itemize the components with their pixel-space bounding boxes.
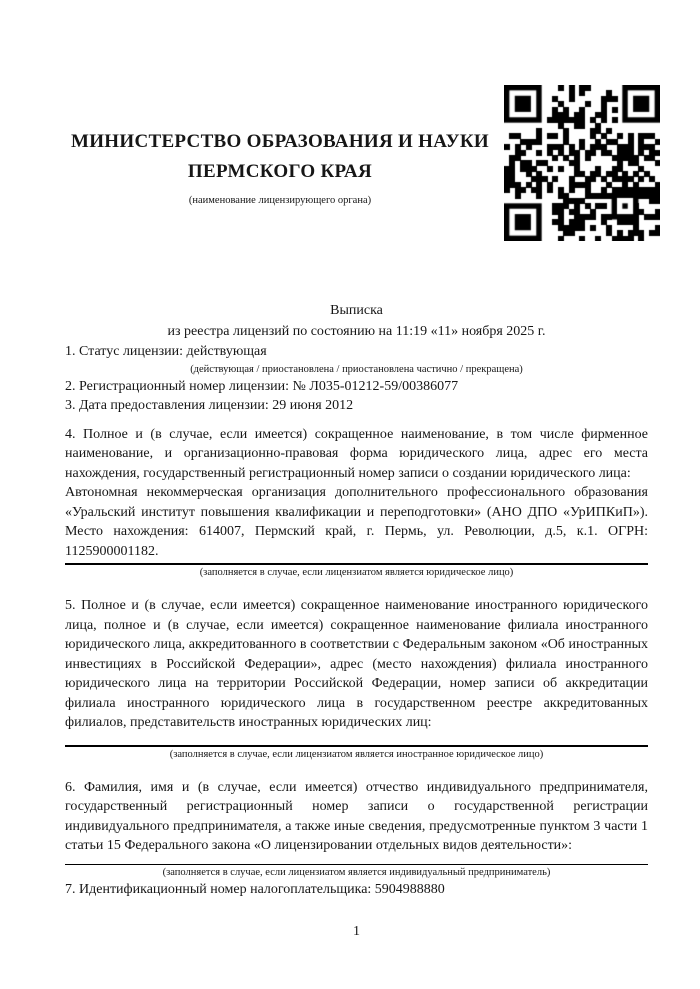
fill-line-entrepreneur xyxy=(65,864,648,865)
licensing-authority-caption: (наименование лицензирующего органа) xyxy=(188,195,372,206)
entrepreneur-description: 6. Фамилия, имя и (в случае, если имеется) отчество индивидуального предпринимателя, государственный регистрационный номер записи о государственной регистрации индивидуального предпринимателя, а также иные сведения, предусмотренные пунктом 3 части 1 статьи 15 Федерального закона «О лицензировании отдельных видов деятельности»: xyxy=(65,779,648,853)
section-foreign-entity xyxy=(65,596,648,762)
item-registration-number: 2. Регистрационный номер лицензии: № Л035-01212-59/00386077 xyxy=(65,378,459,394)
document-title-line2: из реестра лицензий по состоянию на 11:19 «11» ноября 2025 г. xyxy=(167,324,546,339)
qr-code-icon xyxy=(504,85,660,241)
document-title-line1: Выписка xyxy=(330,303,383,318)
licensing-authority-block xyxy=(65,127,495,207)
fill-line-foreign-entity xyxy=(65,745,648,747)
fill-line-legal-entity xyxy=(65,563,648,565)
page-number: 1 xyxy=(353,924,360,939)
entrepreneur-caption: (заполняется в случае, если лицензиатом является индивидуальный предприниматель) xyxy=(162,866,551,878)
foreign-entity-caption: (заполняется в случае, если лицензиатом является иностранное юридическое лицо) xyxy=(169,748,544,760)
ministry-name-line1: МИНИСТЕРСТВО ОБРАЗОВАНИЯ И НАУКИ xyxy=(70,131,490,152)
legal-entity-description: 4. Полное и (в случае, если имеется) сокращенное наименование, в том числе фирменное наименование, и организационно-правовая форма юридического лица, адрес его места нахождения, государственный регистрационный номер записи о создании юридического лица: xyxy=(65,426,648,481)
foreign-entity-description: 5. Полное и (в случае, если имеется) сокращенное наименование иностранного юридического лица, полное и (в случае, если имеется) сокращенное наименование филиала иностранного юридического лица, аккредитованного в соответствии с Федеральным законом «Об иностранных инвестициях в Российской Федерации», адрес (место нахождения) филиала иностранного юридического лица на территории Российской Федерации, номер записи об аккредитации филиала иностранного юридического лица в государственном реестре аккредитованных филиалов, представительств иностранных юридических лиц: xyxy=(65,598,648,730)
legal-entity-value: Автономная некоммерческая организация дополнительного профессионального образования «Уральский институт повышения квалификации и переподготовки» (АНО ДПО «УрИПКиП»). Место нахождения: 614007, Пермский край, г. Пермь, ул. Революции, д.5, к.1. ОГРН: 1125900001182. xyxy=(65,485,648,559)
ministry-name-line2: ПЕРМСКОГО КРАЯ xyxy=(187,161,373,182)
document-body xyxy=(65,300,648,899)
item-taxpayer-number: 7. Идентификационный номер налогоплательщика: 5904988880 xyxy=(65,881,445,897)
document-title xyxy=(65,300,648,342)
item-license-status-caption: (действующая / приостановлена / приостановлена частично / прекращена) xyxy=(190,363,523,375)
section-individual-entrepreneur xyxy=(65,778,648,880)
section-legal-entity xyxy=(65,425,648,581)
legal-entity-caption: (заполняется в случае, если лицензиатом является юридическое лицо) xyxy=(199,567,514,578)
item-license-status: 1. Статус лицензии: действующая xyxy=(65,344,267,359)
item-grant-date: 3. Дата предоставления лицензии: 29 июня 2012 xyxy=(65,398,354,413)
